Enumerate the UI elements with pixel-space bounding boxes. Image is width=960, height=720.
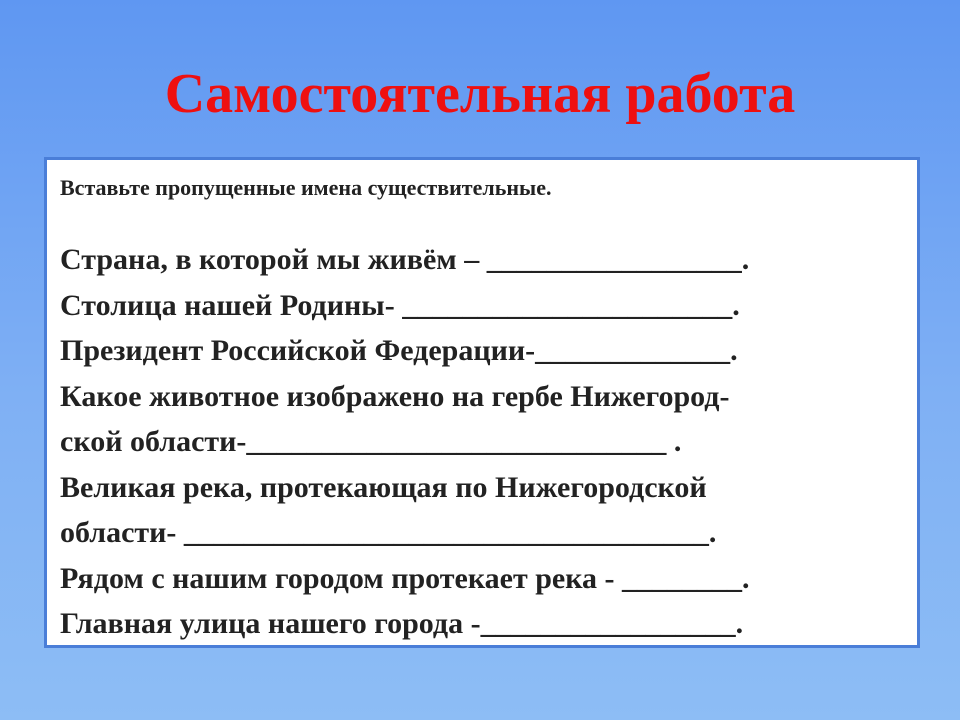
task-line: Страна, в которой мы живём – _________________.: [60, 243, 750, 276]
slide-title: Самостоятельная работа: [164, 63, 796, 125]
task-line: Великая река, протекающая по Нижегородской: [60, 470, 707, 504]
task-lines: [60, 237, 917, 647]
task-line: Президент Российской Федерации-_____________.: [60, 334, 738, 367]
task-line: Главная улица нашего города -_________________.: [60, 607, 744, 640]
task-line: Столица нашей Родины- ______________________.: [60, 288, 740, 322]
task-box: [44, 157, 920, 648]
instruction-text: Вставьте пропущенные имена существительные.: [60, 175, 552, 200]
task-line: области- ___________________________________.: [60, 516, 717, 549]
task-line: Рядом с нашим городом протекает река - ________.: [60, 561, 750, 595]
task-line: Какое животное изображено на гербе Нижегород-: [60, 379, 730, 413]
task-line: ской области-____________________________ .: [60, 425, 682, 458]
spacer: [60, 204, 917, 237]
